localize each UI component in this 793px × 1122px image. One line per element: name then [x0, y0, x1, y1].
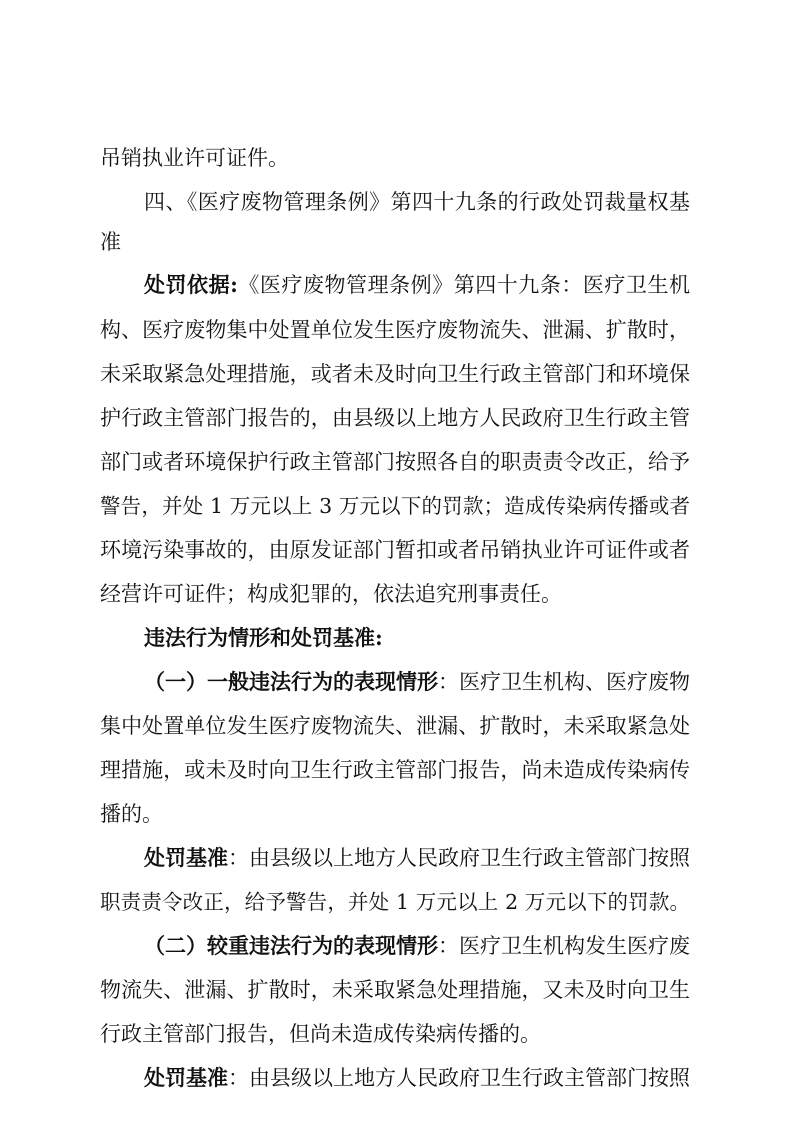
paragraph-line [100, 308, 690, 352]
paragraph-line [100, 792, 690, 836]
text-run: 构、医疗废物集中处置单位发生医疗废物流失、泄漏、扩散时， [100, 318, 690, 342]
section-heading-text: 四、《医疗废物管理条例》第四十九条的行政处罚裁量权基 [144, 190, 690, 214]
text-run: 《医疗废物管理条例》第四十九条：医疗卫生机 [237, 273, 690, 297]
section-heading-line [144, 180, 690, 224]
paragraph-line-case-2 [144, 924, 690, 968]
paragraph-line [100, 572, 690, 616]
paragraph-line-1 [100, 136, 690, 180]
text-run: 吊销执业许可证件。 [100, 146, 289, 170]
text-run: 行政主管部门报告，但尚未造成传染病传播的。 [100, 1022, 541, 1046]
text-run: 未采取紧急处理措施，或者未及时向卫生行政主管部门和环境保 [100, 362, 690, 386]
bold-label: 处罚依据: [144, 272, 238, 297]
bold-label: （二）较重违法行为的表现情形 [144, 933, 438, 958]
paragraph-line [100, 528, 690, 572]
paragraph-line [100, 968, 690, 1012]
paragraph-line [100, 1012, 690, 1056]
paragraph-line-penalty-2 [144, 1056, 690, 1100]
text-run: ：由县级以上地方人民政府卫生行政主管部门按照 [228, 846, 690, 870]
text-run: 经营许可证件；构成犯罪的，依法追究刑事责任。 [100, 582, 562, 606]
bold-label: 处罚基准 [144, 1065, 228, 1090]
section-heading-text: 准 [100, 230, 121, 254]
paragraph-line [100, 352, 690, 396]
text-run: 警告，并处 1 万元以上 3 万元以下的罚款；造成传染病传播或者 [100, 494, 690, 518]
paragraph-line-basis [144, 263, 690, 307]
text-run: ：由县级以上地方人民政府卫生行政主管部门按照 [228, 1066, 690, 1090]
paragraph-line [100, 440, 690, 484]
paragraph-line [100, 880, 690, 924]
text-run: 理措施，或未及时向卫生行政主管部门报告，尚未造成传染病传 [100, 758, 690, 782]
text-run: 物流失、泄漏、扩散时，未采取紧急处理措施，又未及时向卫生 [100, 978, 690, 1002]
text-run: 集中处置单位发生医疗废物流失、泄漏、扩散时，未采取紧急处 [100, 714, 690, 738]
paragraph-line-penalty-1 [144, 836, 690, 880]
paragraph-line-case-1 [144, 660, 690, 704]
paragraph-line [100, 704, 690, 748]
text-run: 播的。 [100, 802, 163, 826]
section-heading-continuation [100, 220, 690, 264]
text-run: ：医疗卫生机构发生医疗废 [438, 934, 690, 958]
text-run: 护行政主管部门报告的，由县级以上地方人民政府卫生行政主管 [100, 406, 690, 430]
paragraph-line [100, 484, 690, 528]
text-run: 职责责令改正，给予警告，并处 1 万元以上 2 万元以下的罚款。 [100, 890, 690, 914]
bold-label: 处罚基准 [144, 845, 228, 870]
bold-label: （一）一般违法行为的表现情形 [144, 669, 438, 694]
paragraph-line [100, 396, 690, 440]
text-run: 部门或者环境保护行政主管部门按照各自的职责责令改正，给予 [100, 450, 690, 474]
bold-subheading: 违法行为情形和处罚基准: [144, 625, 383, 650]
text-run: ：医疗卫生机构、医疗废物 [438, 670, 690, 694]
text-run: 环境污染事故的，由原发证部门暂扣或者吊销执业许可证件或者 [100, 538, 690, 562]
paragraph-line [100, 748, 690, 792]
subheading-line [144, 616, 690, 660]
